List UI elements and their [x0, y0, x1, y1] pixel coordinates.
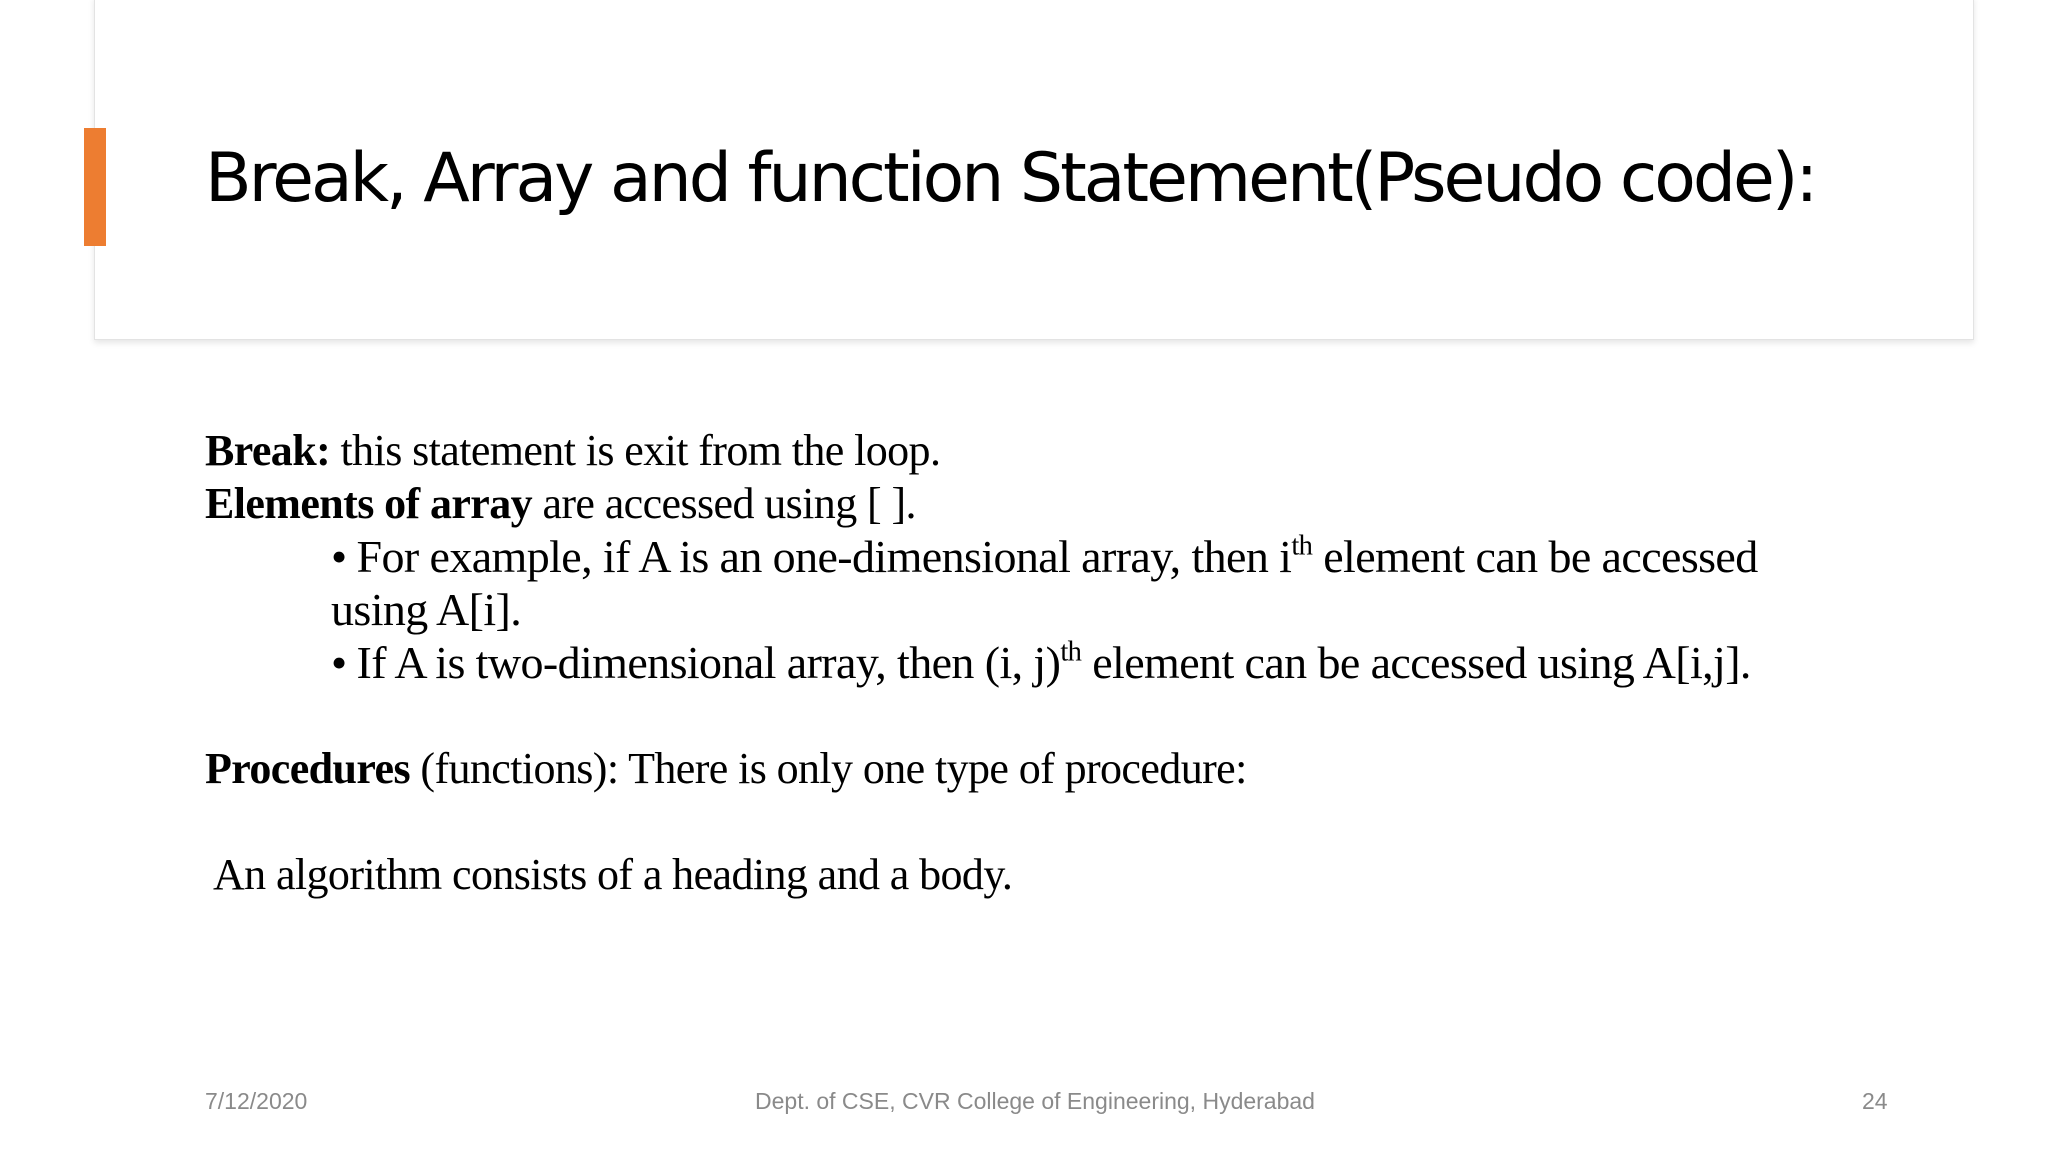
bullet-one-dimensional: [331, 530, 1905, 583]
procedures-line: [205, 742, 1905, 795]
bullet2-before: If A is two-dimensional array, then (i, j): [356, 637, 1061, 688]
title-accent-bar: [84, 128, 106, 246]
bullet-two-dimensional: [331, 636, 1905, 689]
array-bullets: [205, 530, 1905, 689]
procedures-text: (functions): There is only one type of procedure:: [410, 744, 1247, 793]
algorithm-line: An algorithm consists of a heading and a body.: [213, 850, 1013, 899]
slide-title: Break, Array and function Statement(Pseudo code):: [205, 139, 1816, 218]
bullet1-cont: using A[i].: [331, 584, 522, 635]
break-line: [205, 424, 1905, 477]
slide-number: 24: [1862, 1088, 1888, 1114]
footer-department: Dept. of CSE, CVR College of Engineering, Hyderabad: [755, 1088, 1315, 1114]
bullet2-sup: th: [1060, 636, 1082, 668]
bullet1-after: element can be accessed: [1312, 531, 1758, 582]
break-text: this statement is exit from the loop.: [330, 426, 941, 475]
bullet-icon: •: [331, 531, 347, 582]
array-text: are accessed using [ ].: [532, 479, 916, 528]
bullet1-sup: th: [1291, 530, 1313, 562]
bullet2-after: element can be accessed using A[i,j].: [1081, 637, 1751, 688]
slide-body: [205, 424, 1905, 901]
array-line: [205, 477, 1905, 530]
procedures-label: Procedures: [205, 744, 410, 793]
spacer: [205, 689, 1905, 742]
bullet1-before: For example, if A is an one-dimensional array, then i: [356, 531, 1292, 582]
break-label: Break:: [205, 426, 331, 475]
bullet-one-dimensional-continued: [331, 583, 1905, 636]
spacer: [205, 795, 1905, 848]
bullet-icon: •: [331, 637, 347, 688]
array-label: Elements of array: [205, 479, 533, 528]
footer-date: 7/12/2020: [205, 1088, 308, 1114]
